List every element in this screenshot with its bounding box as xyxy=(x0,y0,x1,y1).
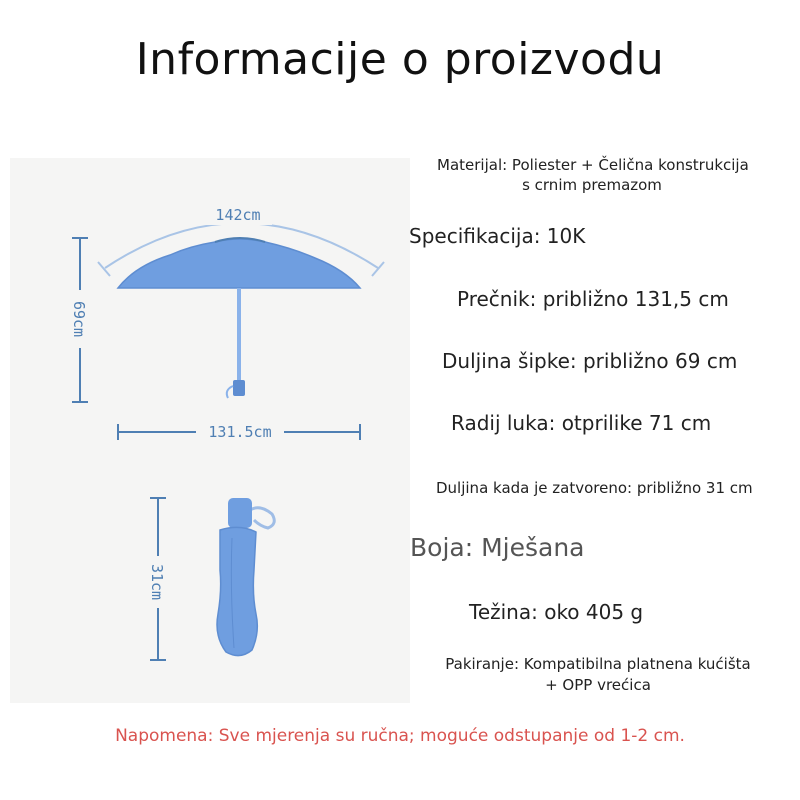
umbrella-shaft xyxy=(237,288,241,383)
handle-strap xyxy=(227,386,233,398)
umbrella-diagram xyxy=(10,158,410,703)
arc-length-label: 142cm xyxy=(215,206,261,224)
rod-length-spec: Duljina šipke: približno 69 cm xyxy=(442,349,738,373)
closed-umbrella-strap xyxy=(250,508,274,528)
closed-length-label: 31cm xyxy=(148,563,166,601)
material-line-2: s crnim premazom xyxy=(522,176,662,194)
width-label: 131.5cm xyxy=(208,423,272,441)
open-umbrella-canopy xyxy=(118,239,360,288)
material-line-1: Materijal: Poliester + Čelična konstrukcija xyxy=(437,156,749,174)
packing-line-2: + OPP vrećica xyxy=(545,676,651,694)
arc-dimension-end-right xyxy=(372,262,384,276)
closed-length-spec: Duljina kada je zatvoreno: približno 31 cm xyxy=(436,479,753,497)
height-label: 69cm xyxy=(70,300,88,338)
packing-spec xyxy=(437,654,759,696)
color-spec: Boja: Mješana xyxy=(410,533,585,562)
arc-radius-spec: Radij luka: otprilike 71 cm xyxy=(451,411,712,435)
closed-umbrella-handle xyxy=(228,498,252,528)
material-spec xyxy=(437,155,747,195)
weight-spec: Težina: oko 405 g xyxy=(469,600,644,624)
packing-line-1: Pakiranje: Kompatibilna platnena kućišta xyxy=(445,655,751,673)
arc-dimension-end-left xyxy=(98,262,110,276)
page-title: Informacije o proizvodu xyxy=(135,34,665,85)
measurement-note: Napomena: Sve mjerenja su ručna; moguće odstupanje od 1-2 cm. xyxy=(115,726,685,746)
specification-spec: Specifikacija: 10K xyxy=(409,224,586,248)
closed-umbrella-body xyxy=(217,527,257,655)
umbrella-handle xyxy=(233,380,245,396)
umbrella-illustration xyxy=(10,158,410,703)
diameter-spec: Prečnik: približno 131,5 cm xyxy=(457,287,729,311)
